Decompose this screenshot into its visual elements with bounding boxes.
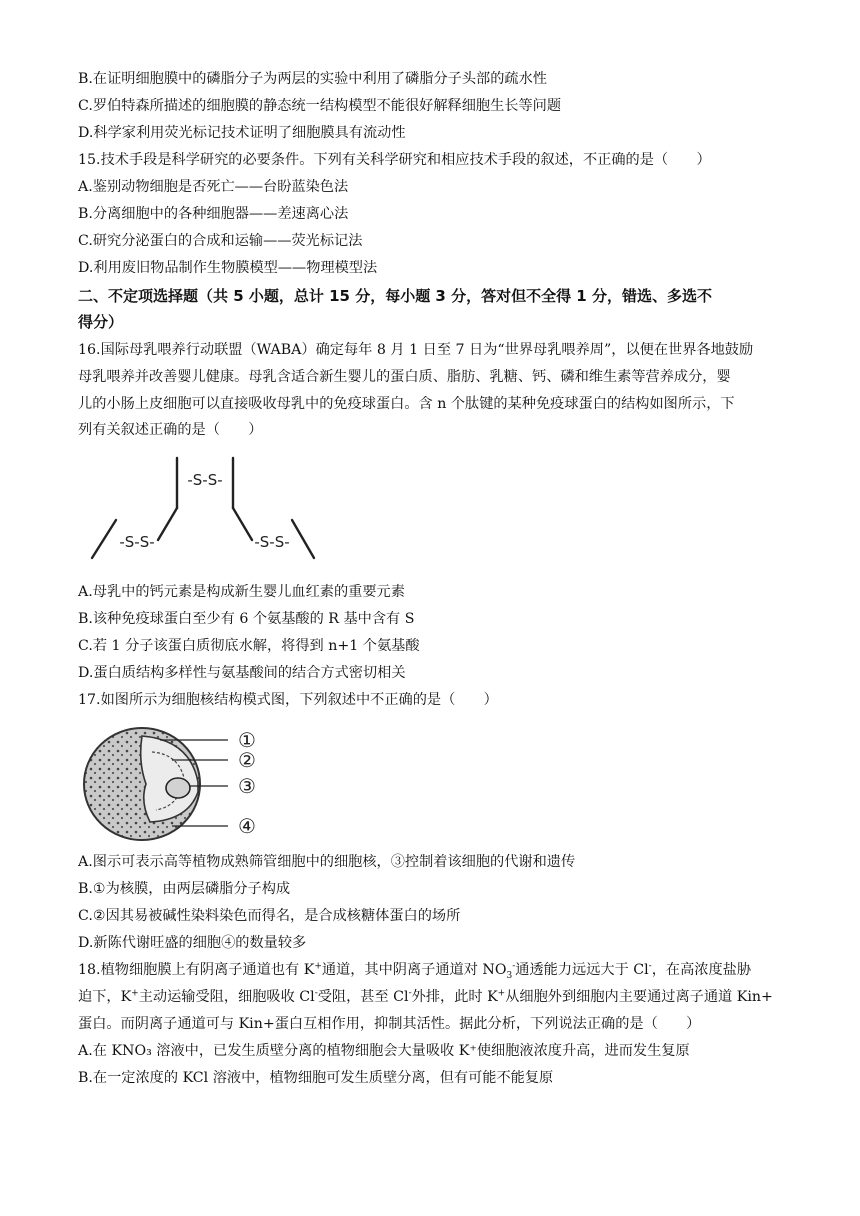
disulfide-bond-left: -S-S- [119, 533, 155, 551]
section-heading-line2: 得分） [78, 313, 124, 331]
line-17a: A.图示可表示高等植物成熟筛管细胞中的细胞核，③控制着该细胞的代谢和遗传 [78, 854, 576, 870]
label-3: ③ [238, 774, 256, 798]
line-17d: D.新陈代谢旺盛的细胞④的数量较多 [78, 935, 307, 951]
question-18-stem-line1: 18.植物细胞膜上有阴离子通道也有 K+通道，其中阴离子通道对 $NO_3^-$通透能力远远大于 Cl-，在高浓度盐胁 [78, 961, 752, 981]
question-18-stem-line2: 迫下，K+主动运输受阻，细胞吸收 Cl-受阻，甚至 Cl-外排，此时 K+从细胞外到细胞内主要通过离子通道 Kin+ [78, 988, 773, 1005]
section-heading-line1: 二、不定项选择题（共 5 小题，总计 15 分，每小题 3 分，答对但不全得 1 分，错选、多选不 [78, 287, 712, 305]
nucleus-structure-figure [80, 722, 270, 846]
line-15c: C.研究分泌蛋白的合成和运输——荧光标记法 [78, 233, 363, 249]
line-15a: A.鉴别动物细胞是否死亡——台盼蓝染色法 [78, 179, 349, 195]
question-16-stem-line4: 列有关叙述正确的是（ ） [78, 422, 263, 438]
label-1: ① [238, 728, 256, 752]
line-14d: D.科学家利用荧光标记技术证明了细胞膜具有流动性 [78, 125, 406, 141]
line-16b: B.该种免疫球蛋白至少有 6 个氨基酸的 R 基中含有 S [78, 611, 415, 627]
line-16d: D.蛋白质结构多样性与氨基酸间的结合方式密切相关 [78, 665, 406, 681]
nucleolus [166, 778, 190, 798]
line-17b: B.①为核膜，由两层磷脂分子构成 [78, 881, 291, 897]
question-18-stem-line3: 蛋白。而阴离子通道可与 Kin+蛋白互相作用，抑制其活性。据此分析，下列说法正确的是（ ） [78, 1016, 701, 1032]
line-14c: C.罗伯特森所描述的细胞膜的静态统一结构模型不能很好解释细胞生长等问题 [78, 98, 562, 114]
question-16-stem-line2: 母乳喂养并改善婴儿健康。母乳含适合新生婴儿的蛋白质、脂肪、乳糖、钙、磷和维生素等营养成分，婴 [78, 369, 731, 385]
question-17-stem: 17.如图所示为细胞核结构模式图，下列叙述中不正确的是（ ） [78, 692, 498, 708]
label-2: ② [238, 748, 256, 772]
line-17c: C.②因其易被碱性染料染色而得名，是合成核糖体蛋白的场所 [78, 908, 461, 924]
line-15d: D.利用废旧物品制作生物膜模型——物理模型法 [78, 260, 378, 276]
line-15b: B.分离细胞中的各种细胞器——差速离心法 [78, 206, 349, 222]
disulfide-bond-top: -S-S- [187, 471, 223, 489]
line-18a: A.在 KNO₃ 溶液中，已发生质壁分离的植物细胞会大量吸收 K⁺使细胞液浓度升高，进而发生复原 [78, 1043, 690, 1059]
question-16-stem-line3: 儿的小肠上皮细胞可以直接吸收母乳中的免疫球蛋白。含 n 个肽键的某种免疫球蛋白的结构如图所示，下 [78, 396, 735, 412]
disulfide-bond-right: -S-S- [254, 533, 290, 551]
line-16a: A.母乳中的钙元素是构成新生婴儿血红素的重要元素 [78, 584, 405, 600]
line-14b: B.在证明细胞膜中的磷脂分子为两层的实验中利用了磷脂分子头部的疏水性 [78, 71, 547, 87]
question-15-stem: 15.技术手段是科学研究的必要条件。下列有关科学研究和相应技术手段的叙述，不正确的是（ ） [78, 152, 711, 168]
question-16-stem-line1: 16.国际母乳喂养行动联盟（WABA）确定每年 8 月 1 日至 7 日为“世界母乳喂养周”，以便在世界各地鼓励 [78, 342, 754, 358]
immunoglobulin-structure-figure [80, 450, 330, 570]
line-18b: B.在一定浓度的 KCl 溶液中，植物细胞可发生质壁分离，但有可能不能复原 [78, 1070, 554, 1086]
label-4: ④ [238, 814, 256, 838]
line-16c: C.若 1 分子该蛋白质彻底水解，将得到 n+1 个氨基酸 [78, 638, 420, 654]
